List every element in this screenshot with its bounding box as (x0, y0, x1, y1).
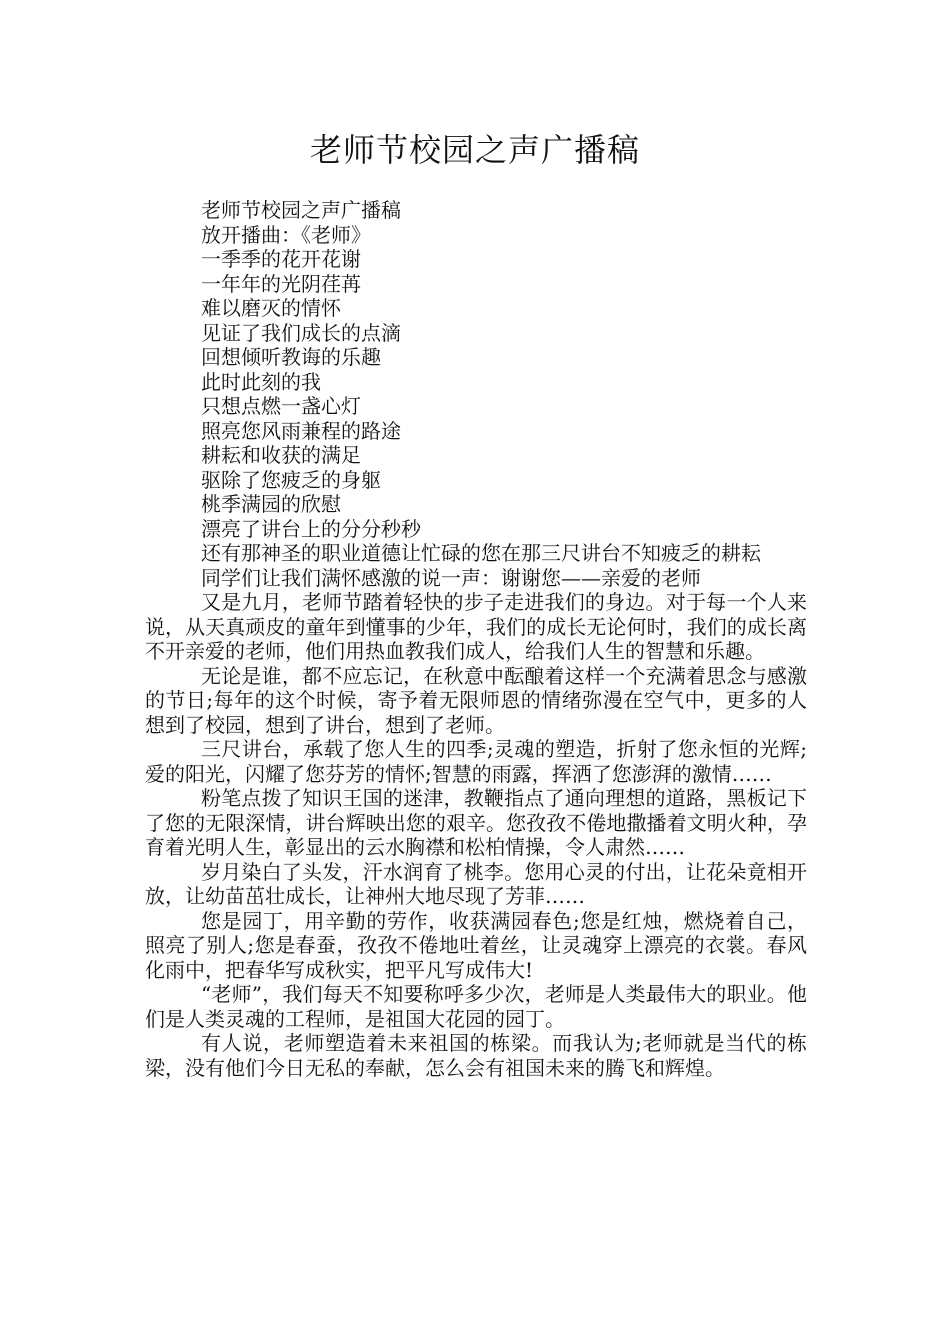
paragraph: 岁月染白了头发，汗水润育了桃李。您用心灵的付出，让花朵竟相开放，让幼苗茁壮成长，让神州大地尽现了芳菲…… (145, 859, 807, 908)
paragraph: 同学们让我们满怀感激的说一声：谢谢您——亲爱的老师 (201, 565, 701, 590)
paragraph: 难以磨灭的情怀 (201, 296, 341, 320)
paragraph: 无论是谁，都不应忘记，在秋意中酝酿着这样一个充满着思念与感激的节日;每年的这个时候，寄予着无限师恩的情绪弥漫在空气中，更多的人想到了校园，想到了讲台，想到了老师。 (145, 663, 807, 737)
paragraph: 漂亮了讲台上的分分秒秒 (201, 516, 421, 541)
paragraph: 一季季的花开花谢 (201, 247, 361, 271)
paragraph: 您是园丁，用辛勤的劳作，收获满园春色;您是红烛，燃烧着自己，照亮了别人;您是春蚕，孜孜不倦地吐着丝，让灵魂穿上漂亮的衣裳。春风化雨中，把春华写成秋实，把平凡写成伟大! (145, 908, 807, 982)
paragraph: 回想倾听教诲的乐趣 (201, 345, 381, 369)
paragraph: 又是九月，老师节踏着轻快的步子走进我们的身边。对于每一个人来说，从天真顽皮的童年到懂事的少年，我们的成长无论何时，我们的成长离不开亲爱的老师，他们用热血教我们成人，给我们人生的智慧和乐趣。 (145, 590, 807, 663)
document-body (145, 198, 807, 1080)
paragraph: 老师节校园之声广播稿 (201, 198, 401, 222)
document-title: 老师节校园之声广播稿 (309, 131, 640, 169)
paragraph: 一年年的光阴荏苒 (201, 271, 361, 296)
paragraph: 见证了我们成长的点滴 (201, 320, 401, 345)
paragraph: 还有那神圣的职业道德让忙碌的您在那三尺讲台不知疲乏的耕耘 (201, 541, 761, 565)
paragraph: “老师”，我们每天不知要称呼多少次，老师是人类最伟大的职业。他们是人类灵魂的工程师，是祖国大花园的园丁。 (145, 982, 807, 1031)
paragraph: 此时此刻的我 (201, 369, 321, 394)
paragraph: 驱除了您疲乏的身躯 (201, 467, 381, 492)
paragraph: 只想点燃一盏心灯 (201, 394, 361, 418)
paragraph: 放开播曲：《老师》 (201, 222, 371, 247)
paragraph: 桃季满园的欣慰 (201, 492, 341, 516)
paragraph: 有人说，老师塑造着未来祖国的栋梁。而我认为;老师就是当代的栋梁，没有他们今日无私的奉献，怎么会有祖国未来的腾飞和辉煌。 (145, 1031, 807, 1080)
paragraph: 粉笔点拨了知识王国的迷津，教鞭指点了通向理想的道路，黑板记下了您的无限深情，讲台辉映出您的艰辛。您孜孜不倦地撒播着文明火种，孕育着光明人生，彰显出的云水胸襟和松柏情操，令人肃然…… (145, 786, 807, 859)
paragraph: 耕耘和收获的满足 (201, 443, 361, 467)
paragraph: 照亮您风雨兼程的路途 (201, 418, 401, 443)
paragraph: 三尺讲台，承载了您人生的四季;灵魂的塑造，折射了您永恒的光辉;爱的阳光，闪耀了您芬芳的情怀;智慧的雨露，挥洒了您澎湃的激情…… (145, 737, 807, 786)
